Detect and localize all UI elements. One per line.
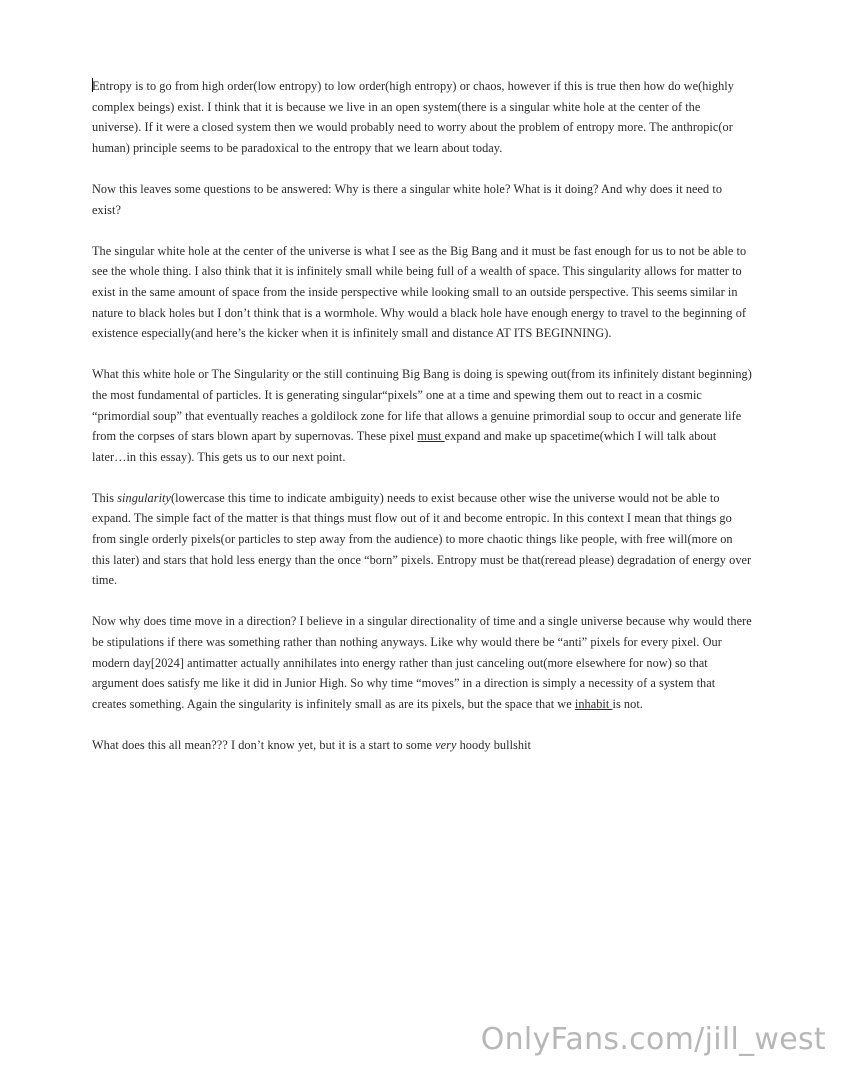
underlined-word-inhabit: inhabit bbox=[574, 696, 613, 711]
paragraph-1-text: Entropy is to go from high order(low entropy) to low order(high entropy) or chaos, however if this is true then how do we(highly complex beings) exist. I think that it is because we live in an open system(there is a singular white hole at the center of the universe). If it were a closed system then we would probably need to worry about the problem of entropy more. The anthropic(or human) principle seems to be paradoxical to the entropy that we learn about today. bbox=[92, 79, 734, 155]
paragraph-7-text-b: hoody bullshit bbox=[456, 738, 532, 752]
paragraph-6-text-b: is not. bbox=[612, 696, 643, 711]
paragraph-7 bbox=[92, 735, 752, 756]
paragraph-3: The singular white hole at the center of the universe is what I see as the Big Bang and it must be fast enough for us to not be able to see the whole thing. I also think that it is infinitely small while being full of a wealth of space. This singularity allows for matter to exist in the same amount of space from the inside perspective while looking small to an outside perspective. This seems similar in nature to black holes but I don’t think that is a wormhole. Why would a black hole have enough energy to travel to the beginning of existence especially(and here’s the kicker when it is infinitely small and distance AT ITS BEGINNING). bbox=[92, 243, 747, 341]
paragraph-6-text-a: Now why does time move in a direction? I believe in a singular directionality of time and a single universe because why would there be stipulations if there was something rather than nothing anyways. Like why would there be “anti” pixels for every pixel. Our modern day[2024] antimatter actually annihilates into energy rather than just canceling out(more elsewhere for now) so that argument does satisfy me like it did in Junior High. So why time “moves” in a direction is simply a necessity of a system that creates something. Again the singularity is infinitely small as are its pixels, but the space that we bbox=[92, 614, 752, 711]
underlined-word-must: must bbox=[417, 429, 445, 444]
paragraph-4-text-a: What this white hole or The Singularity or the still continuing Big Bang is doing is spewing out(from its infinitely distant beginning) the most fundamental of particles. It is generating singular“pixels” one at a time and spewing them out to react in a cosmic “primordial soup” that eventually reaches a goldilock zone for life that allows a genuine primordial soup to occur and generate life from the corpses of stars blown apart by supernovas. These pixel bbox=[92, 367, 752, 444]
paragraph-5-text-b: (lowercase this time to indicate ambiguity) needs to exist because other wise the universe would not be able to expand. The simple fact of the matter is that things must flow out of it and become entropic. In this context I mean that things go from single orderly pixels(or particles to step away from the audience) to more chaotic things like people, with free will(more on this later) and stars that hold less energy than the once “born” pixels. Entropy must be that(reread please) degradation of energy over time. bbox=[92, 490, 752, 588]
paragraph-5-text-a: This bbox=[92, 490, 118, 505]
paragraph-4 bbox=[92, 364, 752, 467]
watermark: OnlyFans.com/jill_west bbox=[480, 1022, 826, 1057]
paragraph-1 bbox=[92, 76, 752, 158]
paragraph-5 bbox=[92, 488, 752, 591]
paragraph-6 bbox=[92, 611, 752, 714]
paragraph-4-text-b: expand and make up spacetime(which I will talk about later…in this essay). This gets us to our next point. bbox=[92, 429, 717, 464]
italic-word-very: very bbox=[435, 738, 457, 752]
italic-word-singularity: singularity bbox=[117, 490, 172, 505]
paragraph-2: Now this leaves some questions to be answered: Why is there a singular white hole? What is it doing? And why does it need to exist? bbox=[92, 181, 723, 217]
paragraph-7-text-a: What does this all mean??? I don’t know yet, but it is a start to some bbox=[92, 738, 436, 752]
essay-body bbox=[92, 76, 752, 756]
